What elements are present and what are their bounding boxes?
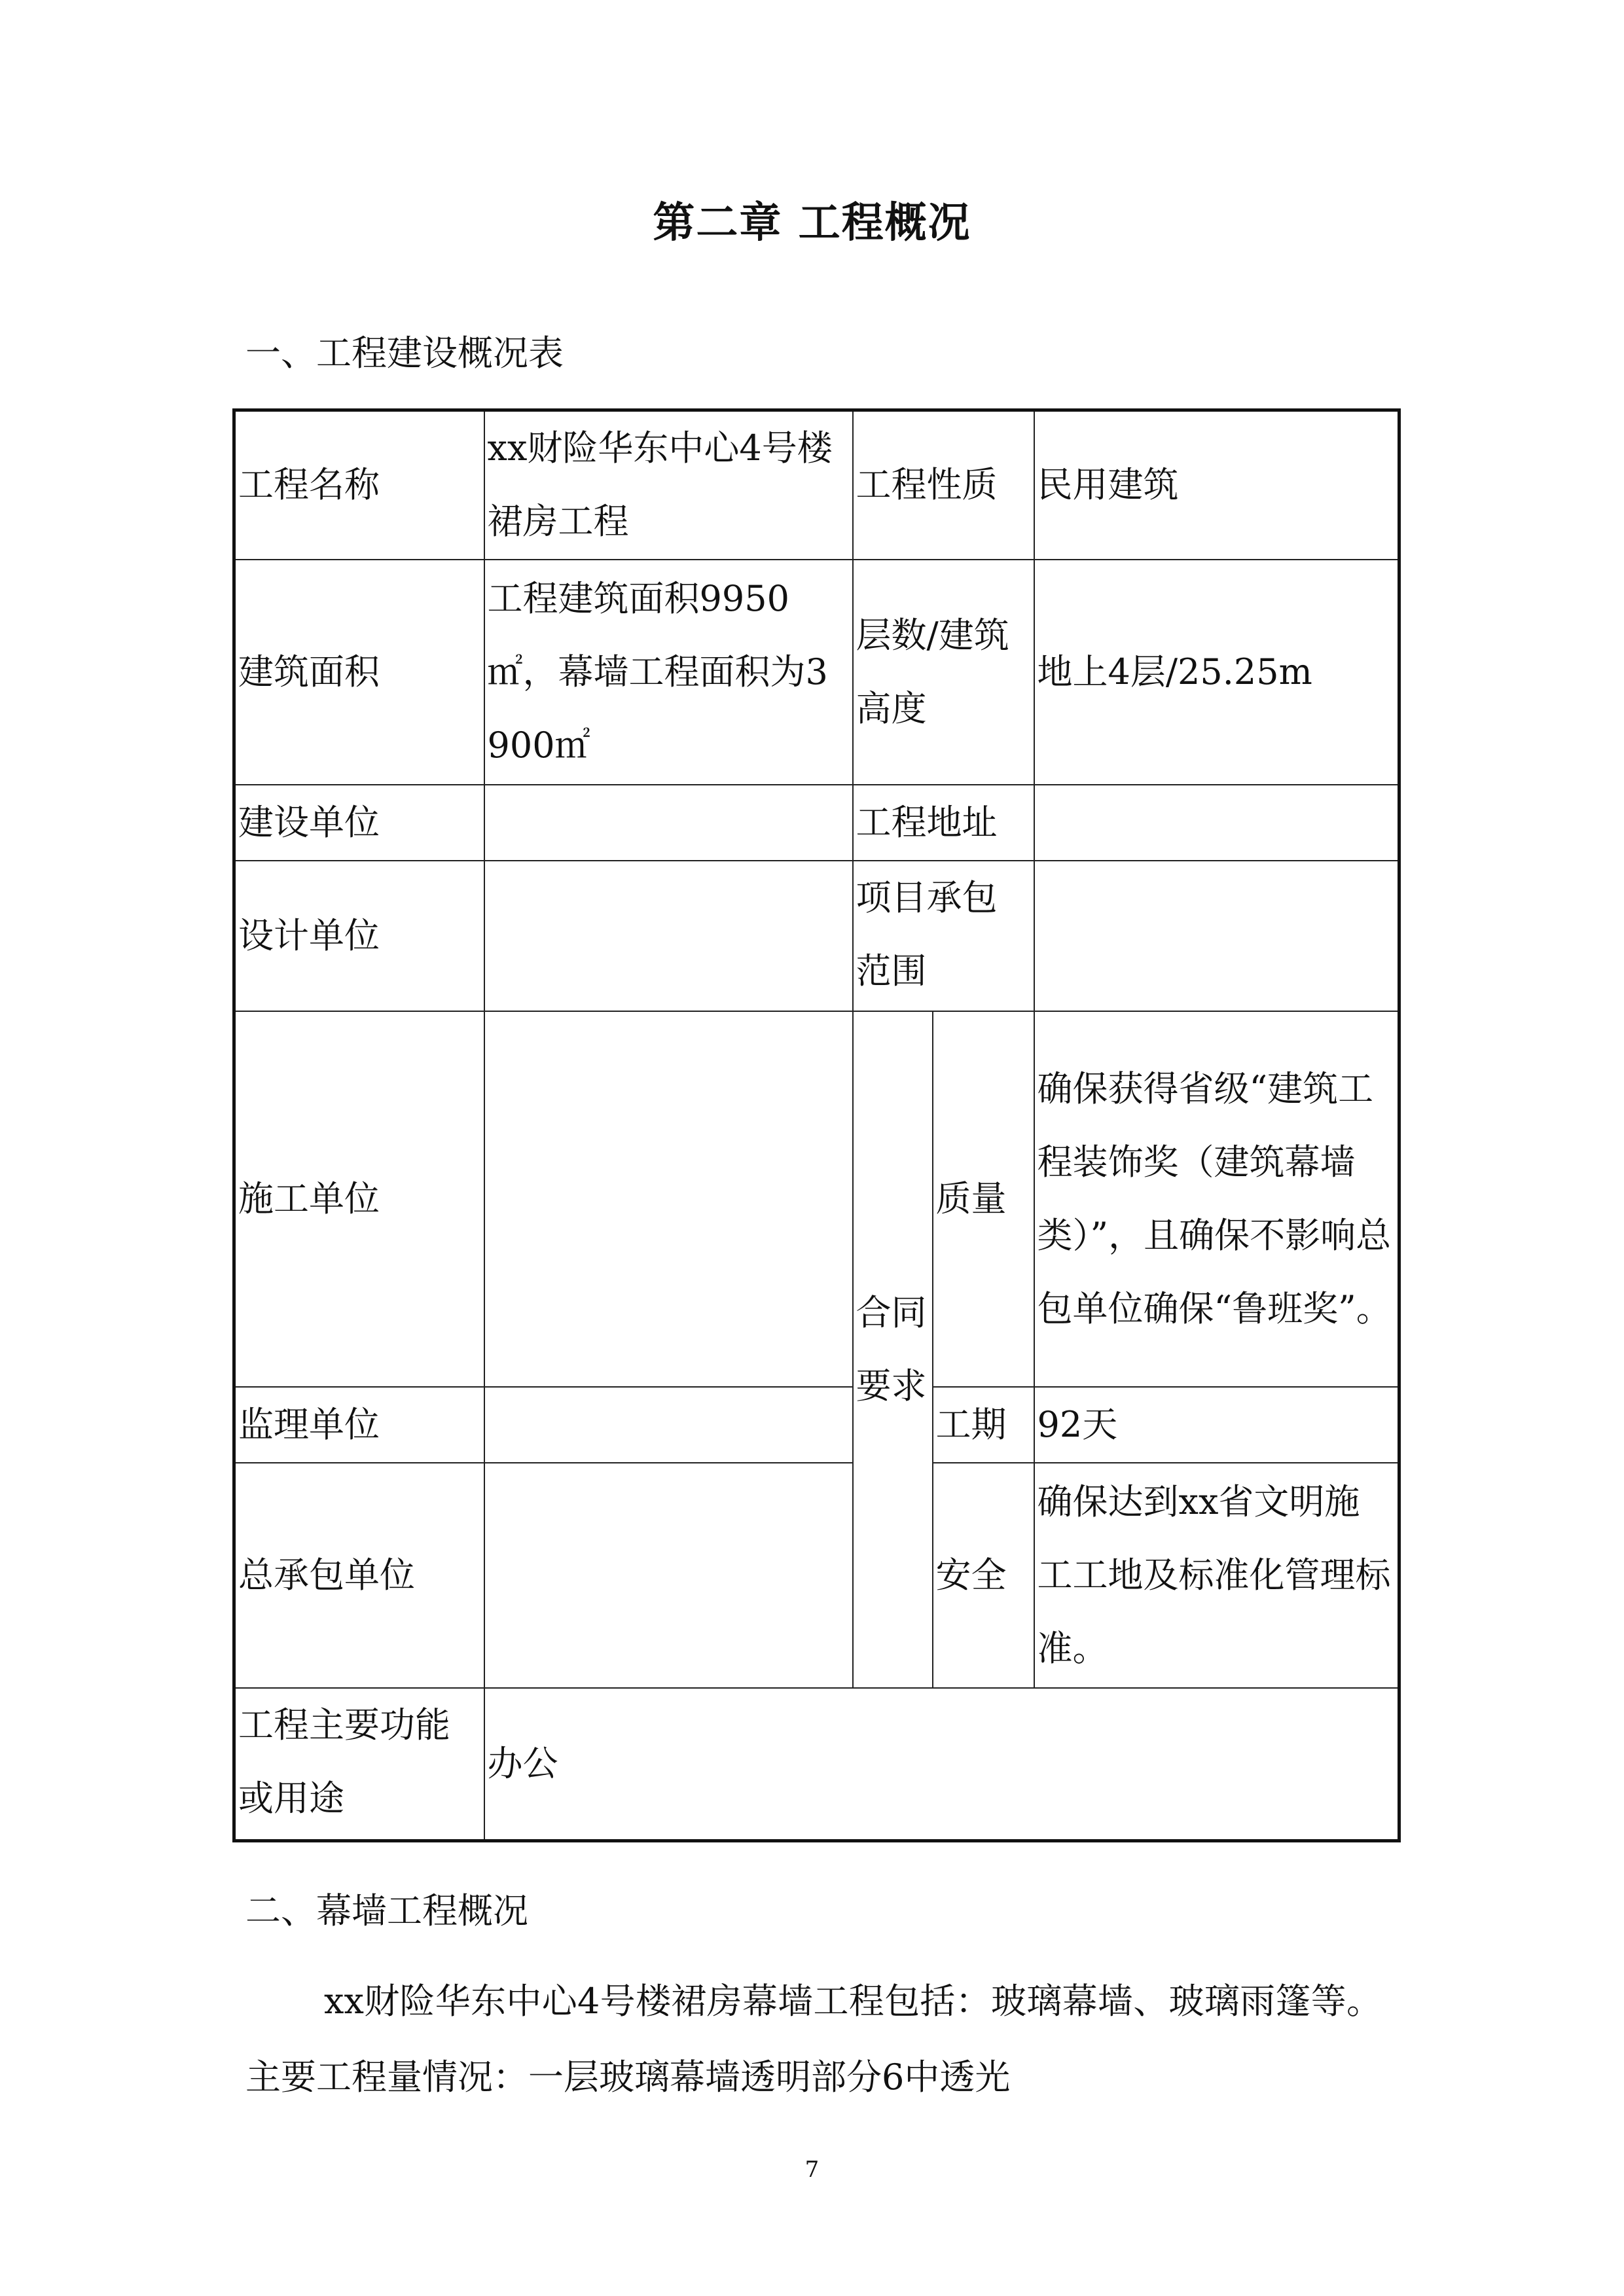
project-name-value: xx财险华东中心4号楼裙房工程: [484, 410, 853, 560]
construction-unit-label: 施工单位: [234, 1011, 484, 1387]
chapter-title: 第二章 工程概况: [653, 199, 971, 247]
table-row: [234, 785, 1399, 861]
project-overview-table: [232, 408, 1401, 1842]
floors-height-label: 层数/建筑高度: [853, 560, 1034, 785]
design-unit-label: 设计单位: [234, 861, 484, 1011]
safety-label: 安全: [933, 1463, 1034, 1688]
section2-heading: 二、幕墙工程概况: [245, 1890, 528, 1931]
table-row: [234, 861, 1399, 1011]
project-nature-value: 民用建筑: [1034, 410, 1399, 560]
quality-label: 质量: [933, 1011, 1034, 1387]
general-contractor-value: [484, 1463, 853, 1688]
contract-scope-value: [1034, 861, 1399, 1011]
supervision-unit-value: [484, 1387, 853, 1463]
section2-paragraph: xx财险华东中心4号楼裙房幕墙工程包括：玻璃幕墙、玻璃雨篷等。主要工程量情况：一层玻璃幕墙透明部分6中透光: [245, 1981, 1382, 2098]
quality-value: 确保获得省级“建筑工程装饰奖（建筑幕墙类）”，且确保不影响总包单位确保“鲁班奖”。: [1034, 1011, 1399, 1387]
project-name-label: 工程名称: [234, 410, 484, 560]
contract-requirements-label: 合同要求: [853, 1011, 933, 1688]
supervision-unit-label: 监理单位: [234, 1387, 484, 1463]
page-number: 7: [804, 2157, 820, 2183]
table-row: [234, 1387, 1399, 1463]
owner-label: 建设单位: [234, 785, 484, 861]
table-row: [234, 410, 1399, 560]
section1-heading: 一、工程建设概况表: [245, 332, 564, 374]
construction-unit-value: [484, 1011, 853, 1387]
design-unit-value: [484, 861, 853, 1011]
floors-height-value: 地上4层/25.25m: [1034, 560, 1399, 785]
safety-value: 确保达到xx省文明施工工地及标准化管理标准。: [1034, 1463, 1399, 1688]
site-address-value: [1034, 785, 1399, 861]
main-function-label: 工程主要功能或用途: [234, 1688, 484, 1841]
table-row: [234, 1688, 1399, 1841]
main-function-value: 办公: [484, 1688, 1399, 1841]
table-row: [234, 1463, 1399, 1688]
table-row: [234, 1011, 1399, 1387]
schedule-value: 92天: [1034, 1387, 1399, 1463]
building-area-value: 工程建筑面积9950㎡，幕墙工程面积为3900㎡: [484, 560, 853, 785]
project-nature-label: 工程性质: [853, 410, 1034, 560]
general-contractor-label: 总承包单位: [234, 1463, 484, 1688]
contract-scope-label: 项目承包范围: [853, 861, 1034, 1011]
building-area-label: 建筑面积: [234, 560, 484, 785]
owner-value: [484, 785, 853, 861]
site-address-label: 工程地址: [853, 785, 1034, 861]
table-row: [234, 560, 1399, 785]
schedule-label: 工期: [933, 1387, 1034, 1463]
